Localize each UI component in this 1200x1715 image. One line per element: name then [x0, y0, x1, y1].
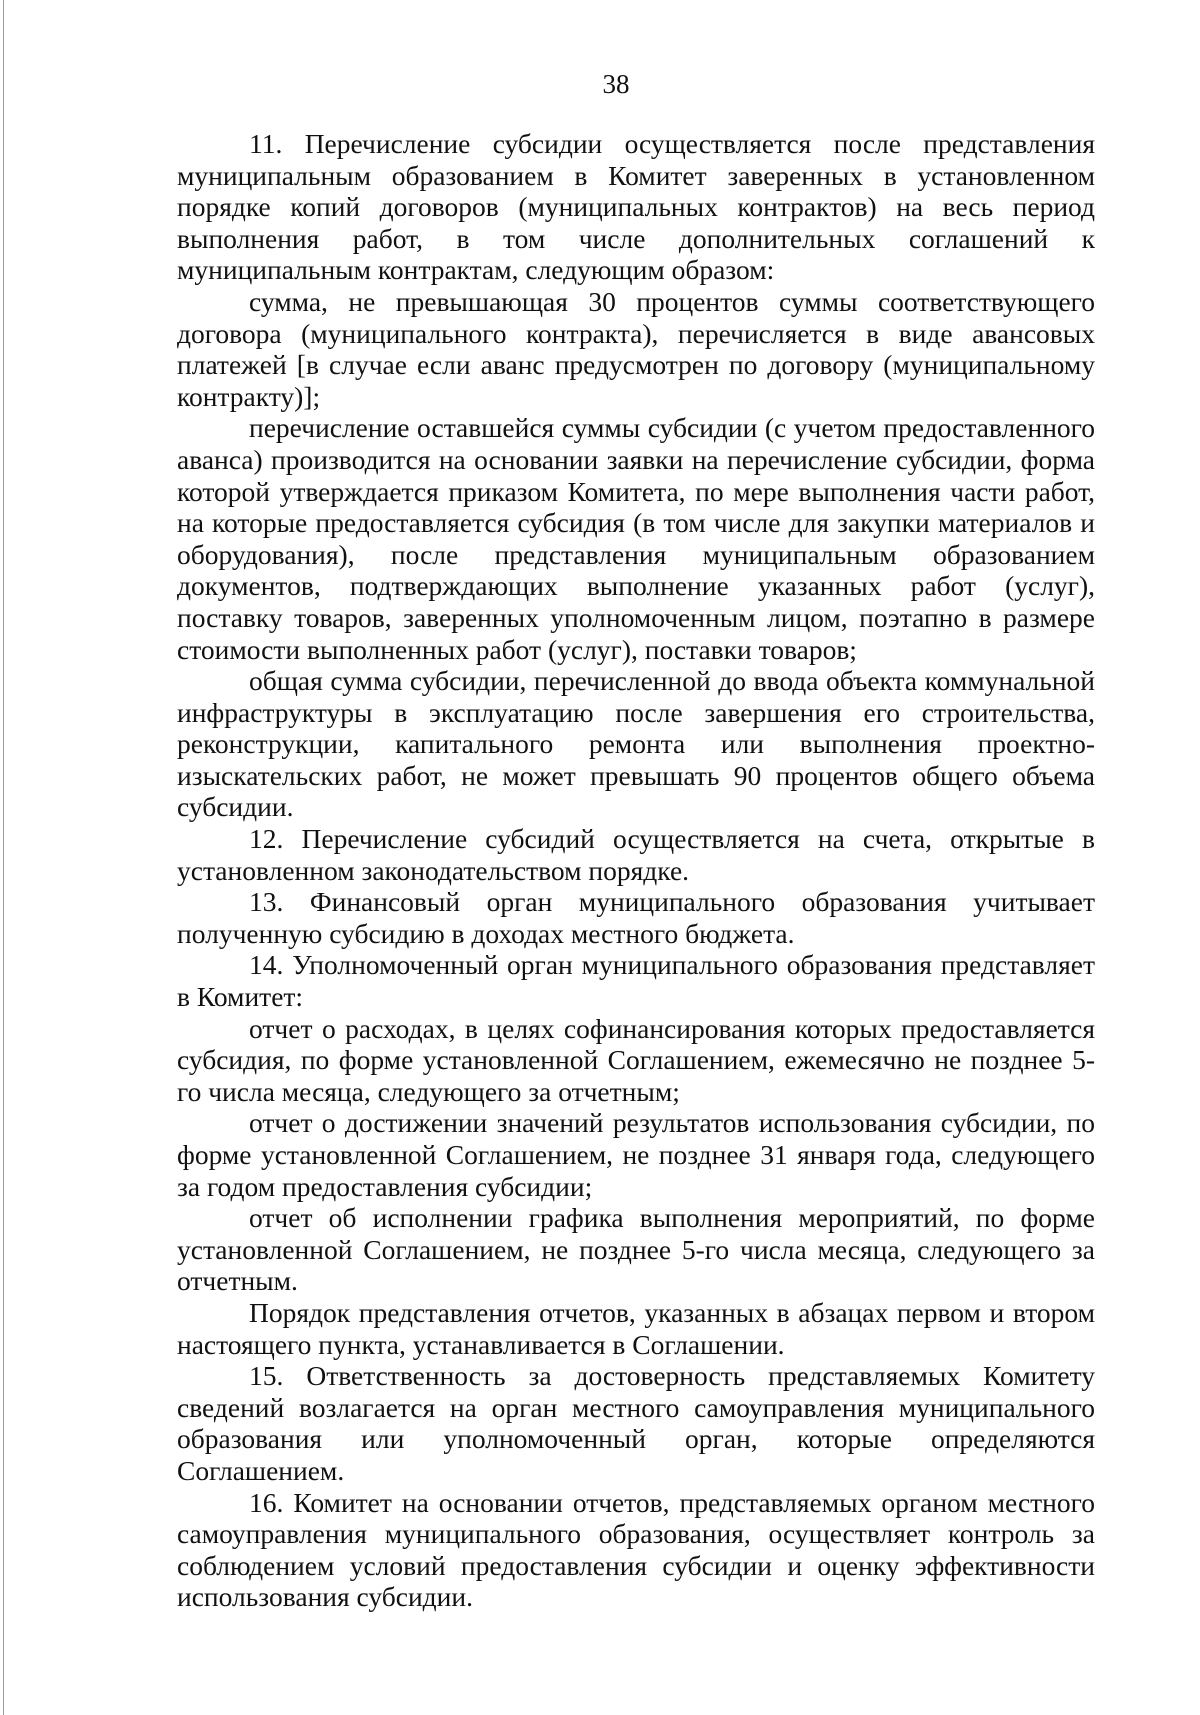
paragraph-results-report: отчет о достижении значений результатов использования субсидии, по форме установленной Соглашением, не позднее 31 января года, следующего за годом предоставления субсидии; — [177, 1107, 1095, 1202]
scan-edge-line — [3, 0, 4, 1715]
paragraph-advance-sum: сумма, не превышающая 30 процентов суммы соответствующего договора (муниципального контракта), перечисляется в виде авансовых платежей [в случае если аванс предусмотрен по договору (муниципальному контракту)]; — [177, 285, 1095, 412]
document-body — [177, 128, 1095, 1613]
page-number: 38 — [602, 69, 630, 99]
paragraph-remaining-sum: перечисление оставшейся суммы субсидии (с учетом предоставленного аванса) производится на основании заявки на перечисление субсидии, форма которой утверждается приказом Комитета, по мере выполнения части работ, на которые предоставляется субсидия (в том числе для закупки материалов и оборудования), после представления муниципальным образованием документов, подтверждающих выполнение указанных работ (услуг), поставку товаров, заверенных уполномоченным лицом, поэтапно в размере стоимости выполненных работ (услуг), поставки товаров; — [177, 412, 1095, 665]
paragraph-schedule-report: отчет об исполнении графика выполнения мероприятий, по форме установленной Соглашением, не позднее 5-го числа месяца, следующего за отчетным. — [177, 1202, 1095, 1297]
paragraph-report-procedure: Порядок представления отчетов, указанных в абзацах первом и втором настоящего пункта, устанавливается в Соглашении. — [177, 1296, 1095, 1360]
paragraph-16: 16. Комитет на основании отчетов, представляемых органом местного самоуправления муниципального образования, осуществляет контроль за соблюдением условий предоставления субсидии и оценку эффективности использования субсидии. — [177, 1486, 1095, 1613]
paragraph-total-sum: общая сумма субсидии, перечисленной до ввода объекта коммунальной инфраструктуры в эксплуатацию после завершения его строительства, реконструкции, капитального ремонта или выполнения проектно-изыскательских работ, не может превышать 90 процентов общего объема субсидии. — [177, 665, 1095, 823]
paragraph-15: 15. Ответственность за достоверность представляемых Комитету сведений возлагается на орган местного самоуправления муниципального образования или уполномоченный орган, которые определяются Соглашением. — [177, 1360, 1095, 1486]
paragraph-13: 13. Финансовый орган муниципального образования учитывает полученную субсидию в доходах местного бюджета. — [177, 886, 1095, 949]
paragraph-14: 14. Уполномоченный орган муниципального образования представляет в Комитет: — [177, 949, 1095, 1013]
paragraph-11: 11. Перечисление субсидии осуществляется после представления муниципальным образованием в Комитет заверенных в установленном порядке копий договоров (муниципальных контрактов) на весь период выполнения работ, в том числе дополнительных соглашений к муниципальным контрактам, следующим образом: — [177, 128, 1095, 286]
paragraph-expense-report: отчет о расходах, в целях софинансирования которых предоставляется субсидия, по форме установленной Соглашением, ежемесячно не позднее 5-го числа месяца, следующего за отчетным; — [177, 1012, 1095, 1107]
paragraph-12: 12. Перечисление субсидий осуществляется на счета, открытые в установленном законодательством порядке. — [177, 823, 1095, 886]
